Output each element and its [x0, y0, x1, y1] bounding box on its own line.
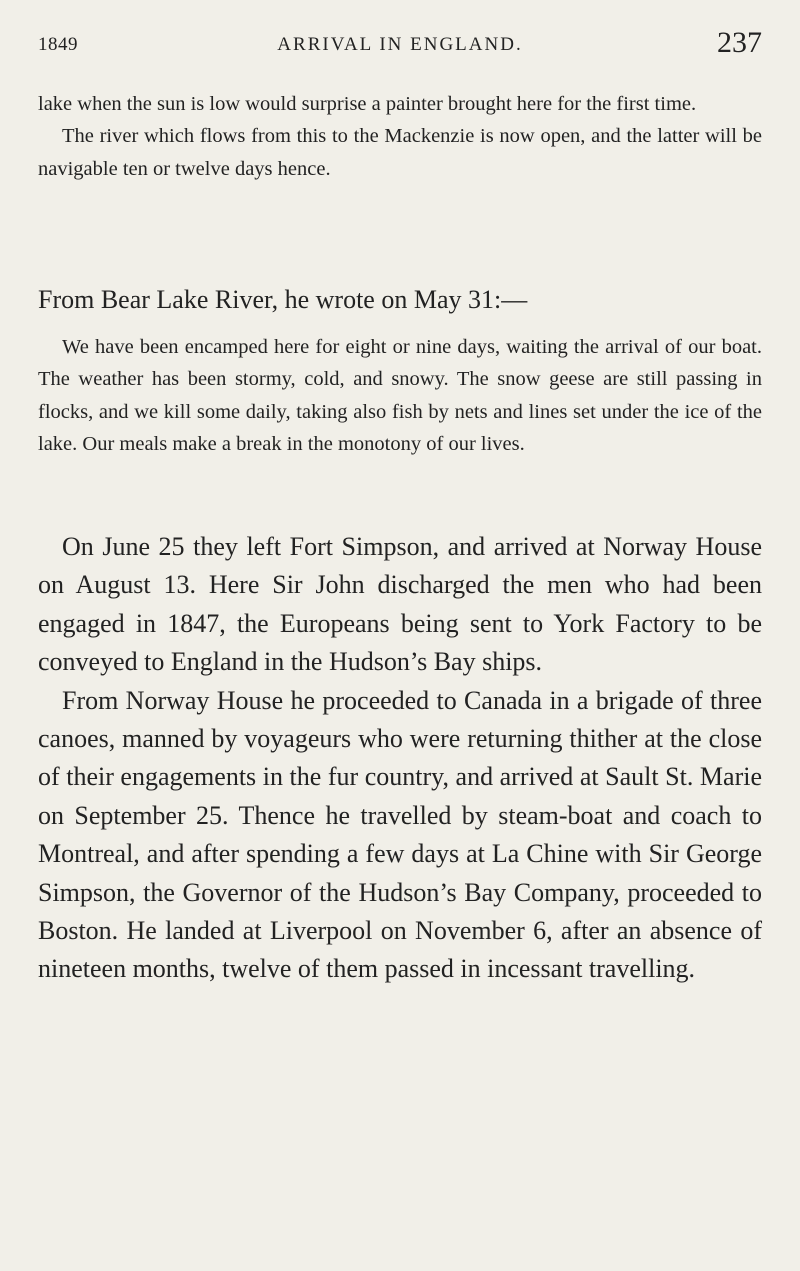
paragraph: From Norway House he proceeded to Canada in a brigade of three canoes, manned by voyageurs who were returning thither at the close of their engagements in the fur country, and arrived at Sault St. Marie on September 25. Thence he travelled by steam-boat and coach to Montreal, and after spending a few days at La Chine with Sir George Simpson, the Governor of the Hudson’s Bay Company, proceeded to Boston. He landed at Liverpool on November 6, after an absence of nineteen months, twelve of them passed in incessant travelling. [38, 685, 762, 984]
text-block-1 [38, 88, 762, 185]
paragraph: On June 25 they left Fort Simpson, and arrived at Norway House on August 13. Here Sir John discharged the men who had been engaged in 1847, the Europeans being sent to York Factory to be conveyed to England in the Hudson’s Bay ships. [38, 532, 762, 677]
header-title: ARRIVAL IN ENGLAND. [277, 34, 523, 55]
paragraph: The river which flows from this to the Mackenzie is now open, and the latter will be navigable ten or twelve days hence. [38, 125, 762, 180]
text-block-3 [38, 528, 762, 989]
paragraph: We have been encamped here for eight or nine days, waiting the arrival of our boat. The weather has been stormy, cold, and snowy. The snow geese are still passing in flocks, and we kill some daily, taking also fish by nets and lines set under the ice of the lake. Our meals make a break in the monotony of our lives. [38, 336, 762, 455]
running-header [38, 26, 762, 60]
page-number: 237 [717, 26, 762, 59]
letter-quote [38, 331, 762, 460]
paragraph: lake when the sun is low would surprise a painter brought here for the first time. [38, 93, 697, 115]
header-year: 1849 [38, 34, 78, 55]
letter-intro: From Bear Lake River, he wrote on May 31:— [38, 285, 528, 314]
